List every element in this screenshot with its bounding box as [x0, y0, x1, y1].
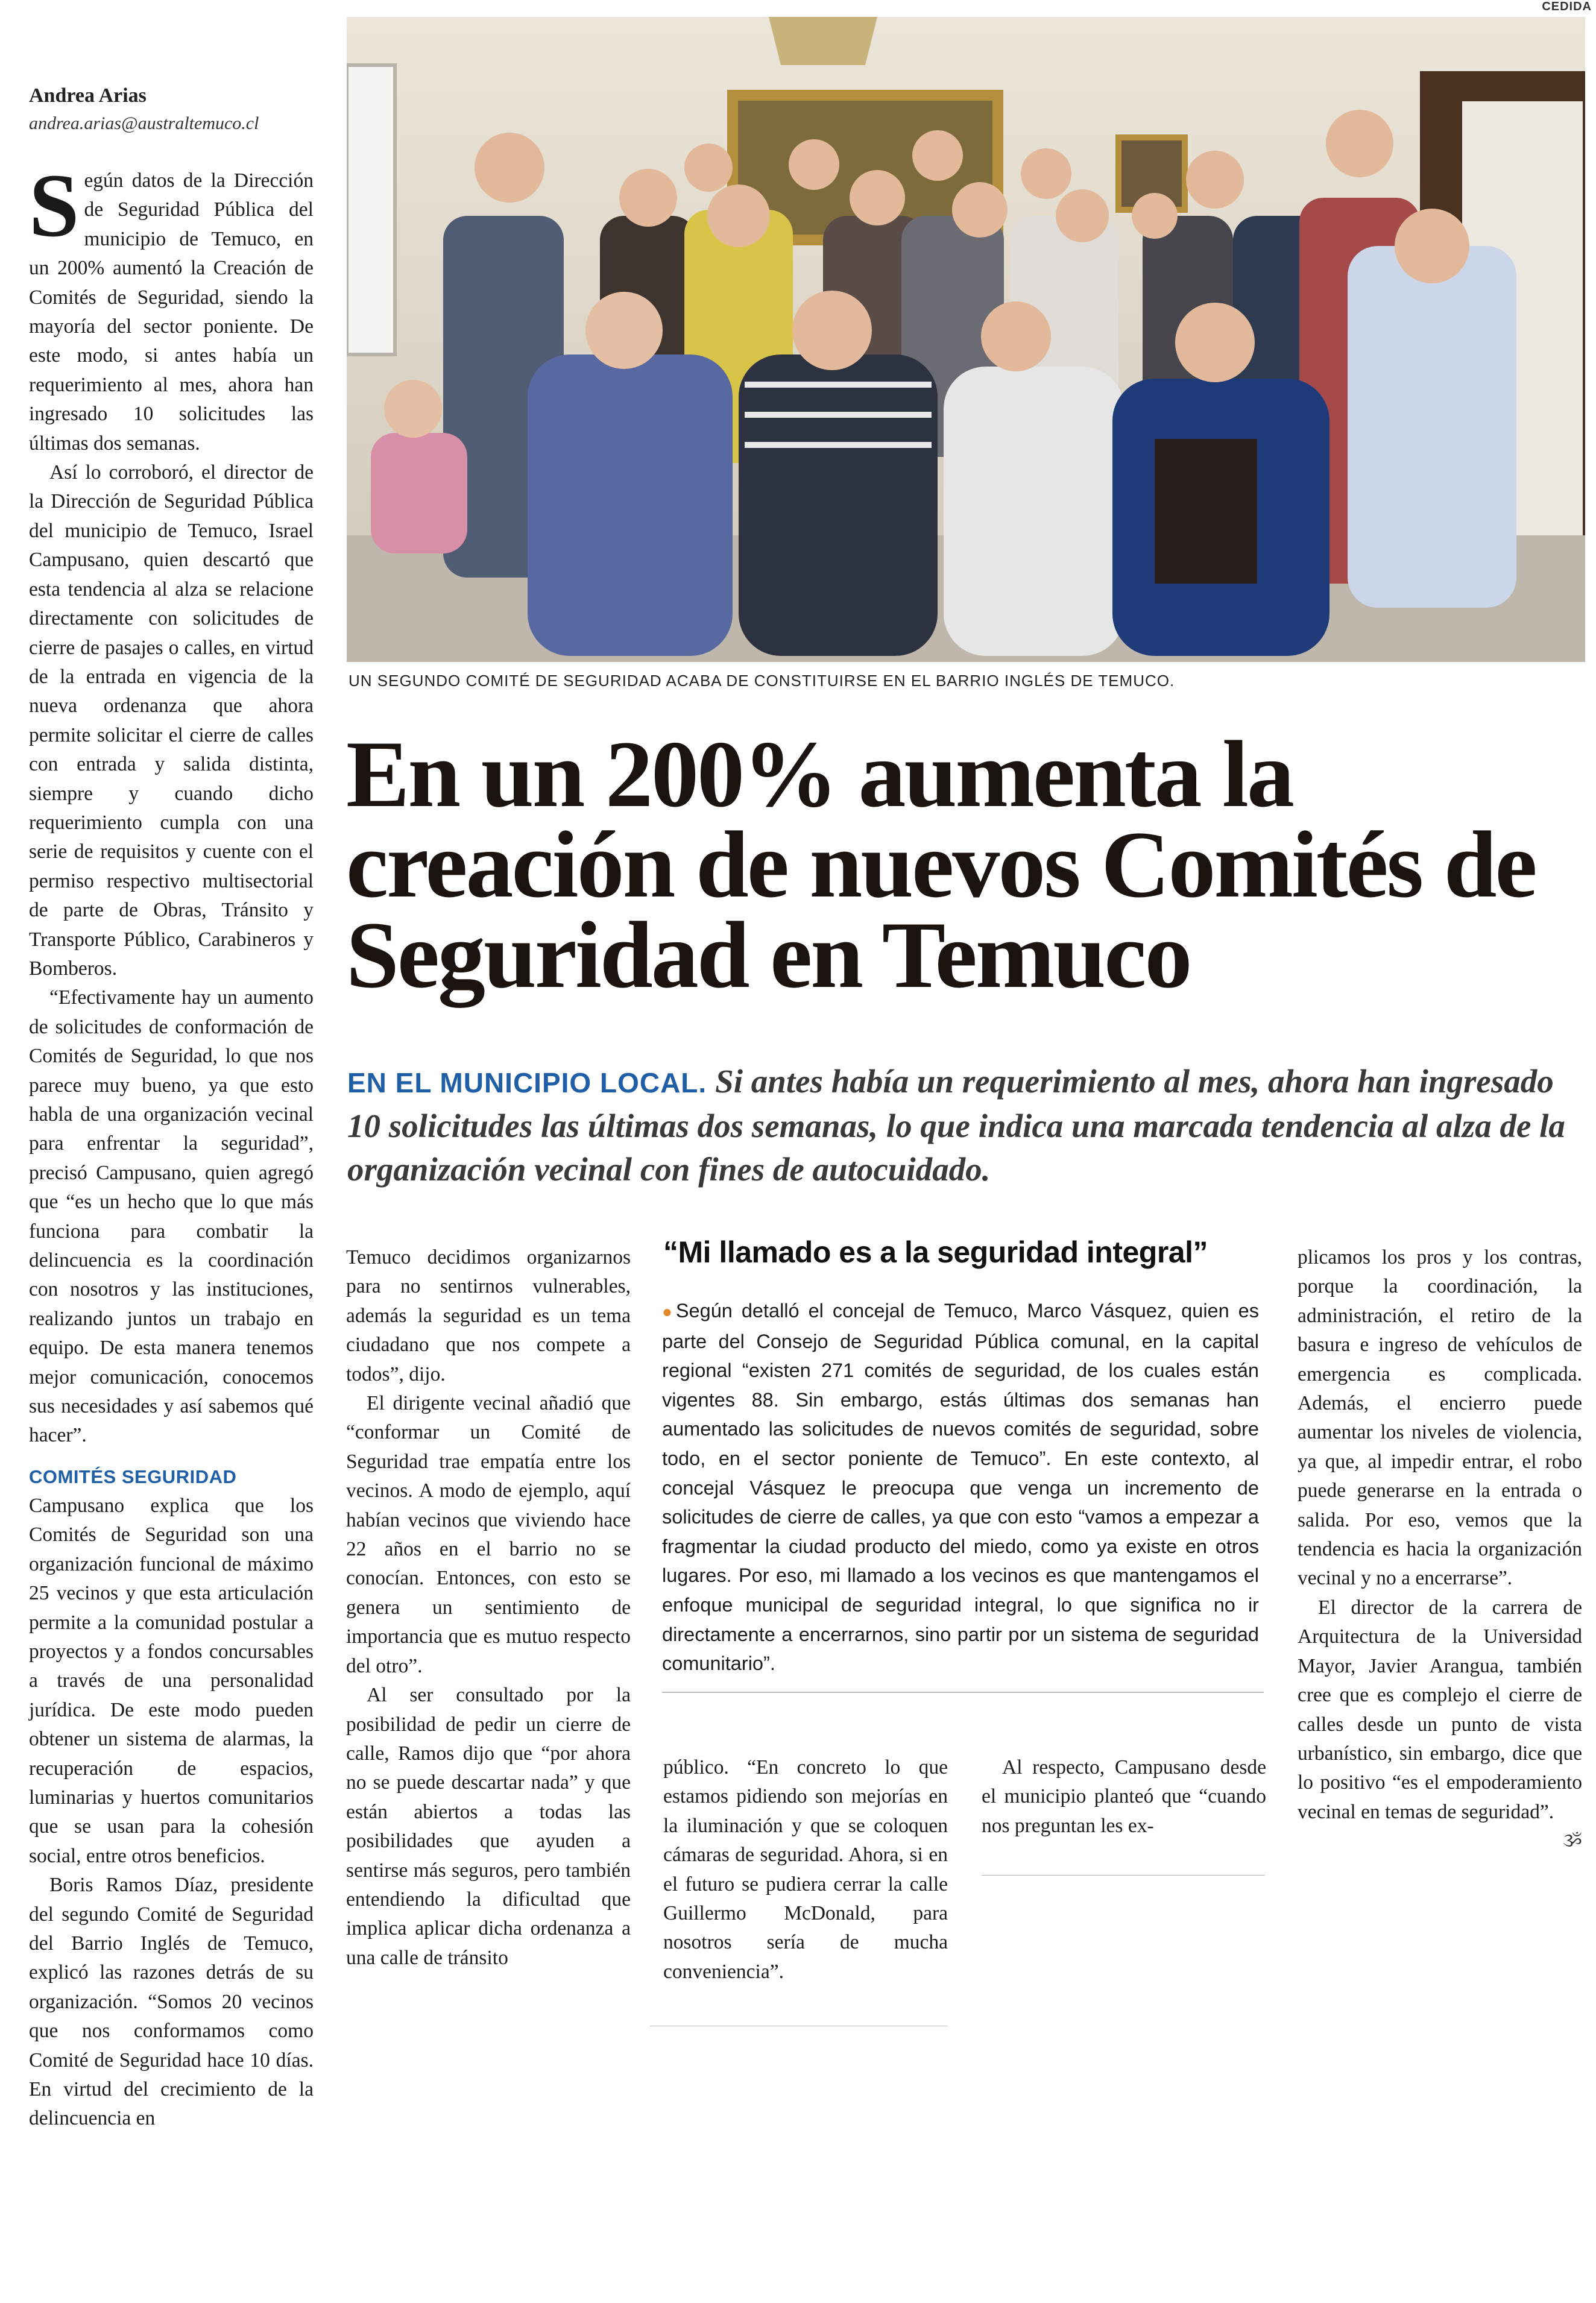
deck-text: Si antes había un requerimiento al mes, ahora han ingresado 10 solicitudes las últimas dos semanas, lo que indica una marcada tendencia al alza de la organización vecinal con fines de autocuidado. — [347, 1063, 1565, 1188]
col5-paragraph-1: plicamos los pros y los contras, porque la coordinación, la administración, el retiro de la basura e ingreso de vehículos de emergencia es complicada. Además, el encierro puede aumentar los niveles de violencia, ya que, al impedir entrar, el robo puede generarse en la entrada o salida. Por eso, vemos que la tendencia es hacia la organización vecinal y no a encerrarse”. — [1298, 1246, 1582, 1590]
author-name: Andrea Arias — [29, 84, 147, 107]
group-photo-illustration — [347, 17, 1585, 662]
photo-credit: CEDIDA — [1542, 0, 1592, 13]
column-1 — [29, 156, 314, 2134]
end-of-article-icon: ૐ — [1562, 1831, 1582, 1851]
col2-paragraph-2: El dirigente vecinal añadió que “conformar un Comité de Seguridad trae empatía entre los vecinos. A modo de ejemplo, aquí habían vecinos que viviendo hace 22 años en el barrio no se conocían. Entonces, con esto se genera un sentimiento de importancia que es mutuo respecto del otro”. — [346, 1392, 631, 1677]
subhead-comites: COMITÉS SEGURIDAD — [29, 1466, 237, 1487]
drop-cap: S — [29, 156, 80, 256]
box-text: ●Según detalló el concejal de Temuco, Marco Vásquez, quien es parte del Consejo de Seguridad Pública comunal, en la capital regional “existen 271 comités de seguridad, de los cuales están vigentes 88. Sin embargo, estás últimas dos semanas han aumentado las solicitudes de nuevos comités de seguridad, sobre todo, en el sector poniente de Temuco”. En este contexto, al concejal Vásquez le preocupa que venga un incremento de solicitudes de cierre de calles, ya que con esto “vamos a empezar a fragmentar la ciudad producto del miedo, como ya existe en otros lugares. Por eso, mi llamado a los vecinos es que mantengamos el enfoque municipal de seguridad integral, lo que significa no ir directamente a encerrarnos, sino partir por un sistema de seguridad comunitario”. — [662, 1300, 1259, 1675]
col4-bottom-rule — [982, 1875, 1265, 1876]
headline: En un 200% aumenta la creación de nuevos Comités de Seguridad en Temuco — [346, 722, 1536, 1008]
col1-paragraph-2: Así lo corroboró, el director de la Dirección de Seguridad Pública del municipio de Temuco, Israel Campusano, quien descartó que esta tendencia al alza se relacione directamente con solicitudes de cierre de pasajes o calles, en virtud de la entrada en vigencia de la nueva ordenanza que ahora permite solicitar el cierre de calles con entrada y salida distinta, siempre y cuando dicho requerimiento cumpla con una serie de requisitos y cuente con el permiso respectivo multisectorial de parte de Obras, Tránsito y Transporte Público, Carabineros y Bomberos. — [29, 461, 314, 980]
box-title: “Mi llamado es a la seguridad integral” — [663, 1235, 1208, 1269]
col1-paragraph-5: Boris Ramos Díaz, presidente del segundo Comité de Seguridad del Barrio Inglés de Temuco, explicó las razones detrás de su organización. “Somos 20 vecinos que nos conformamos como Comité de Seguridad hace 10 días. En virtud del crecimiento de la delincuencia en — [29, 1874, 314, 2130]
col1-paragraph-3: “Efectivamente hay un aumento de solicitudes de conformación de Comités de Seguridad, lo que nos parece muy bueno, ya que esto habla de una organización vecinal para enfrentar la seguridad”, precisó Campusano, quien agregó que “es un hecho que lo que más funciona para combatir la delincuencia es la coordinación con nosotros y las instituciones, realizando juntos un trabajo en equipo. De esta manera tenemos mejor comunicación, conocemos sus necesidades y así sabemos qué hacer”. — [29, 986, 314, 1447]
group-photo — [347, 17, 1585, 662]
deck — [347, 1060, 1577, 1191]
column-2 — [346, 1243, 631, 1973]
col3-paragraph-1: público. “En concreto lo que estamos pidiendo son mejorías en la iluminación y que se coloquen cámaras de seguridad. Ahora, si en el futuro se pudiera cerrar la calle Guillermo McDonald, para nosotros sería de mucha conveniencia”. — [663, 1756, 948, 1983]
col4-paragraph-1: Al respecto, Campusano desde el municipio planteó que “cuando nos preguntan les ex- — [982, 1756, 1266, 1837]
author-email[interactable]: andrea.arias@australtemuco.cl — [29, 113, 259, 133]
col5-paragraph-2: El director de la carrera de Arquitectura de la Universidad Mayor, Javier Arangua, también cree que es complejo el cierre de calles desde un punto de vista urbanístico, sin embargo, dice que lo positivo “es el empoderamiento vecinal en temas de seguridad”. ૐ — [1298, 1593, 1582, 1827]
bullet-icon: ● — [662, 1302, 676, 1321]
col1-paragraph-1: Según datos de la Dirección de Seguridad Pública del municipio de Temuco, en un 200% aumentó la Creación de Comités de Seguridad, siendo la mayoría del sector poniente. De este modo, si antes había un requerimiento al mes, ahora han ingresado 10 solicitudes las últimas dos semanas. — [29, 156, 314, 455]
col2-paragraph-1: Temuco decidimos organizarnos para no sentirnos vulnerables, además la seguridad es un tema ciudadano que nos compete a todos”, dijo. — [346, 1246, 631, 1385]
column-5 — [1298, 1243, 1582, 1856]
column-3 — [663, 1753, 948, 1986]
col1-paragraph-4: Campusano explica que los Comités de Seguridad son una organización funcional de máximo 25 vecinos y que esta articulación permite a la comunidad postular a proyectos y a fondos concursables a través de una personalidad jurídica. De este modo pueden obtener un sistema de alarmas, la recuperación de espacios, luminarias y huertos comunitarios que se usan para la cohesión social, entre otros beneficios. — [29, 1494, 314, 1867]
deck-kicker: EN EL MUNICIPIO LOCAL. — [347, 1067, 707, 1098]
box-divider — [662, 1692, 1264, 1693]
column-4 — [982, 1753, 1266, 1841]
col2-paragraph-3: Al ser consultado por la posibilidad de pedir un cierre de calle, Ramos dijo que “por ahora no se puede descartar nada” y que están abiertos a todas las posibilidades que ayuden a sentirse más seguros, pero también entendiendo la dificultad que implica aplicar dicha ordenanza a una calle de tránsito — [346, 1684, 631, 1969]
photo-caption: UN SEGUNDO COMITÉ DE SEGURIDAD ACABA DE CONSTITUIRSE EN EL BARRIO INGLÉS DE TEMUCO. — [349, 672, 1175, 690]
